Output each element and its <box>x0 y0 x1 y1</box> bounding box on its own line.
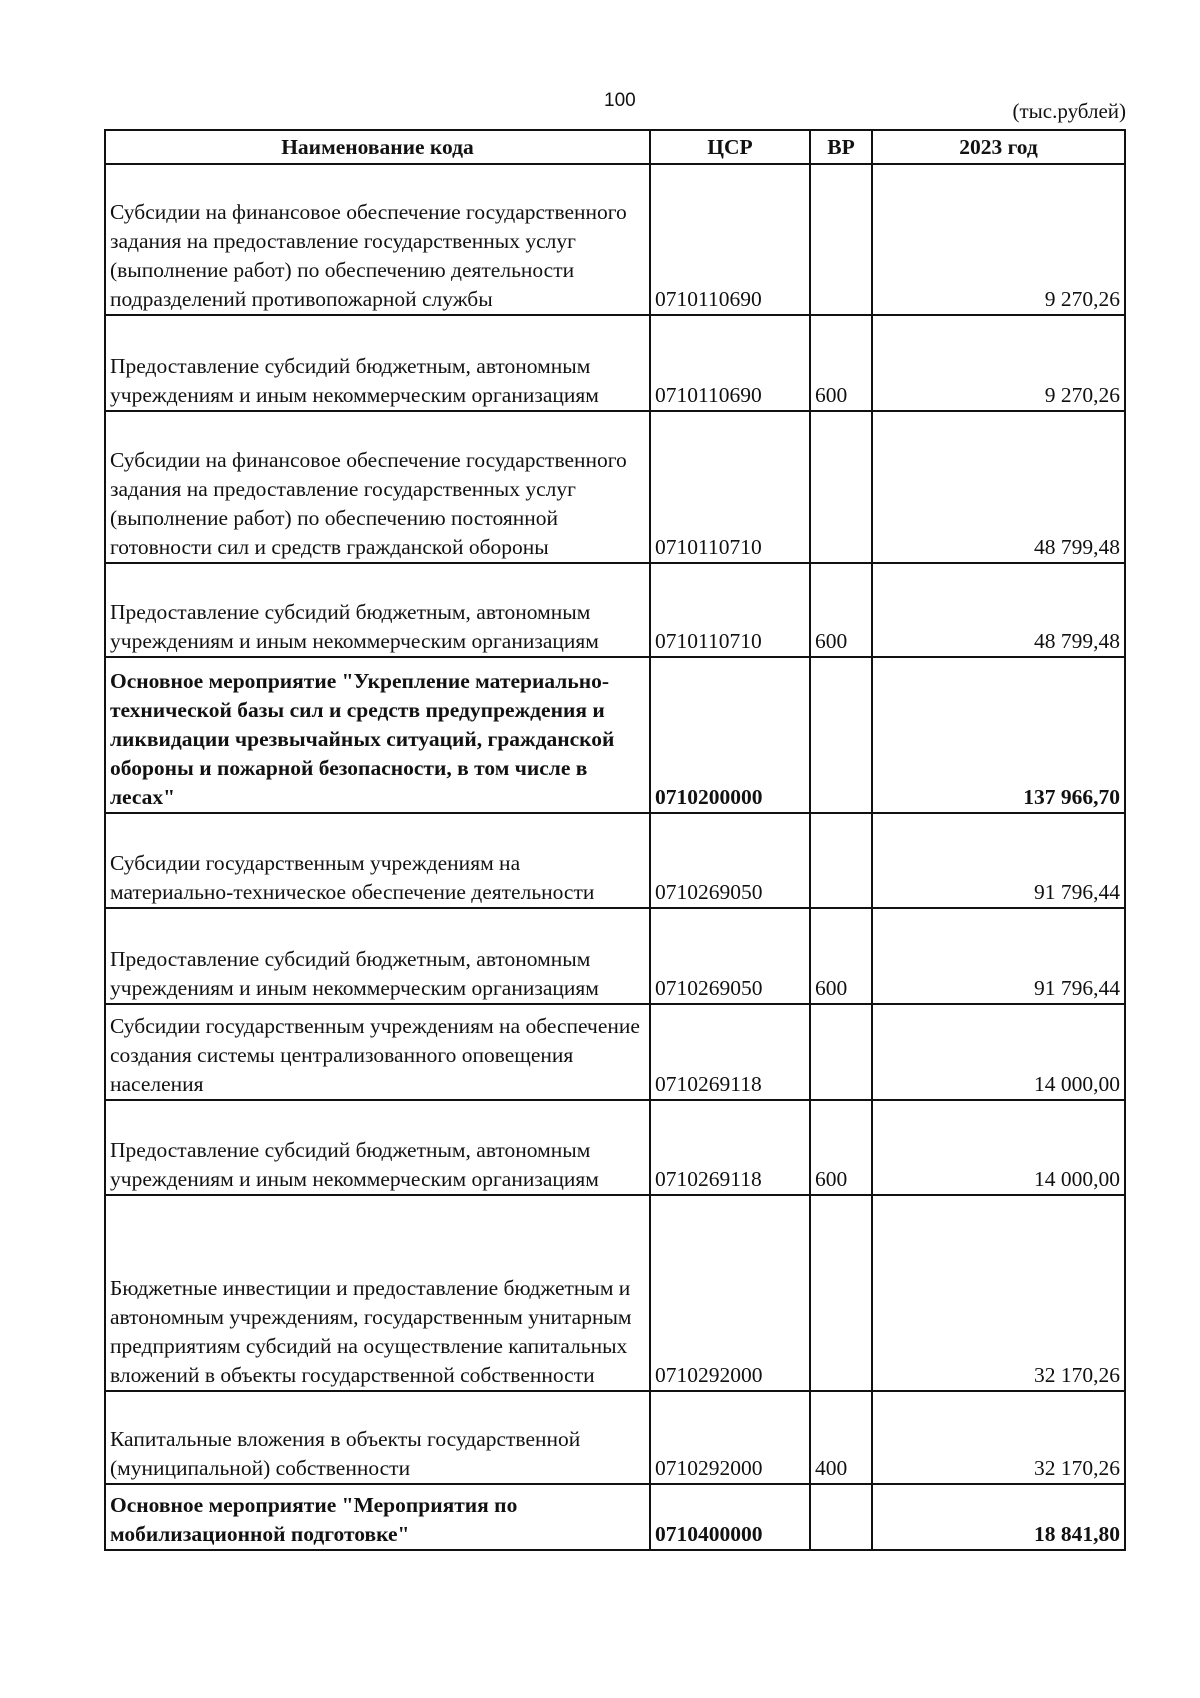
row-csr: 0710110710 <box>650 411 810 563</box>
units-label: (тыс.рублей) <box>1012 99 1126 123</box>
row-vr <box>810 657 872 813</box>
row-name: Основное мероприятие "Мероприятия по мобилизационной подготовке" <box>105 1484 650 1550</box>
row-amount: 18 841,80 <box>872 1484 1125 1550</box>
row-vr: 600 <box>810 315 872 411</box>
row-amount: 9 270,26 <box>872 315 1125 411</box>
row-csr: 0710292000 <box>650 1391 810 1484</box>
row-name: Основное мероприятие "Укрепление материально-технической базы сил и средств предупреждения и ликвидации чрезвычайных ситуаций, гражданской обороны и пожарной безопасности, в том числе в лесах" <box>105 657 650 813</box>
row-amount: 91 796,44 <box>872 908 1125 1004</box>
row-name: Бюджетные инвестиции и предоставление бюджетным и автономным учреждениям, государственным унитарным предприятиям субсидий на осуществление капитальных вложений в объекты государственной собственности <box>105 1195 650 1391</box>
row-csr: 0710400000 <box>650 1484 810 1550</box>
table-row <box>105 164 1125 315</box>
row-name: Предоставление субсидий бюджетным, автономным учреждениям и иным некоммерческим организациям <box>105 315 650 411</box>
table-row <box>105 563 1125 657</box>
table-row <box>105 411 1125 563</box>
row-name: Предоставление субсидий бюджетным, автономным учреждениям и иным некоммерческим организациям <box>105 563 650 657</box>
row-vr <box>810 813 872 908</box>
header-year: 2023 год <box>872 130 1125 164</box>
row-vr: 600 <box>810 1100 872 1195</box>
table-row <box>105 657 1125 813</box>
row-name: Субсидии на финансовое обеспечение государственного задания на предоставление государственных услуг (выполнение работ) по обеспечению деятельности подразделений противопожарной службы <box>105 164 650 315</box>
budget-table <box>104 129 1126 1551</box>
table-header-row <box>105 130 1125 164</box>
row-vr: 600 <box>810 908 872 1004</box>
row-amount: 91 796,44 <box>872 813 1125 908</box>
row-name: Предоставление субсидий бюджетным, автономным учреждениям и иным некоммерческим организациям <box>105 908 650 1004</box>
row-csr: 0710200000 <box>650 657 810 813</box>
row-amount: 48 799,48 <box>872 563 1125 657</box>
header-vr: ВР <box>810 130 872 164</box>
table-row <box>105 813 1125 908</box>
row-vr <box>810 1484 872 1550</box>
header-name: Наименование кода <box>105 130 650 164</box>
table-row <box>105 1100 1125 1195</box>
row-name: Субсидии государственным учреждениям на обеспечение создания системы централизованного оповещения населения <box>105 1004 650 1100</box>
row-amount: 9 270,26 <box>872 164 1125 315</box>
row-csr: 0710269118 <box>650 1100 810 1195</box>
table-row <box>105 1004 1125 1100</box>
table-row <box>105 315 1125 411</box>
row-amount: 32 170,26 <box>872 1391 1125 1484</box>
table-row <box>105 1391 1125 1484</box>
row-vr <box>810 164 872 315</box>
page-number: 100 <box>604 90 636 111</box>
row-amount: 32 170,26 <box>872 1195 1125 1391</box>
row-csr: 0710269050 <box>650 908 810 1004</box>
row-vr: 400 <box>810 1391 872 1484</box>
row-csr: 0710292000 <box>650 1195 810 1391</box>
table-row <box>105 1484 1125 1550</box>
row-csr: 0710110690 <box>650 315 810 411</box>
row-name: Субсидии государственным учреждениям на материально-техническое обеспечение деятельности <box>105 813 650 908</box>
row-amount: 137 966,70 <box>872 657 1125 813</box>
row-csr: 0710269118 <box>650 1004 810 1100</box>
table-row <box>105 1195 1125 1391</box>
row-amount: 14 000,00 <box>872 1100 1125 1195</box>
row-vr <box>810 1004 872 1100</box>
row-name: Предоставление субсидий бюджетным, автономным учреждениям и иным некоммерческим организациям <box>105 1100 650 1195</box>
row-csr: 0710269050 <box>650 813 810 908</box>
row-name: Субсидии на финансовое обеспечение государственного задания на предоставление государственных услуг (выполнение работ) по обеспечению постоянной готовности сил и средств гражданской обороны <box>105 411 650 563</box>
row-vr <box>810 411 872 563</box>
row-amount: 14 000,00 <box>872 1004 1125 1100</box>
table-row <box>105 908 1125 1004</box>
row-csr: 0710110690 <box>650 164 810 315</box>
header-csr: ЦСР <box>650 130 810 164</box>
row-name: Капитальные вложения в объекты государственной (муниципальной) собственности <box>105 1391 650 1484</box>
row-csr: 0710110710 <box>650 563 810 657</box>
row-vr <box>810 1195 872 1391</box>
row-amount: 48 799,48 <box>872 411 1125 563</box>
row-vr: 600 <box>810 563 872 657</box>
